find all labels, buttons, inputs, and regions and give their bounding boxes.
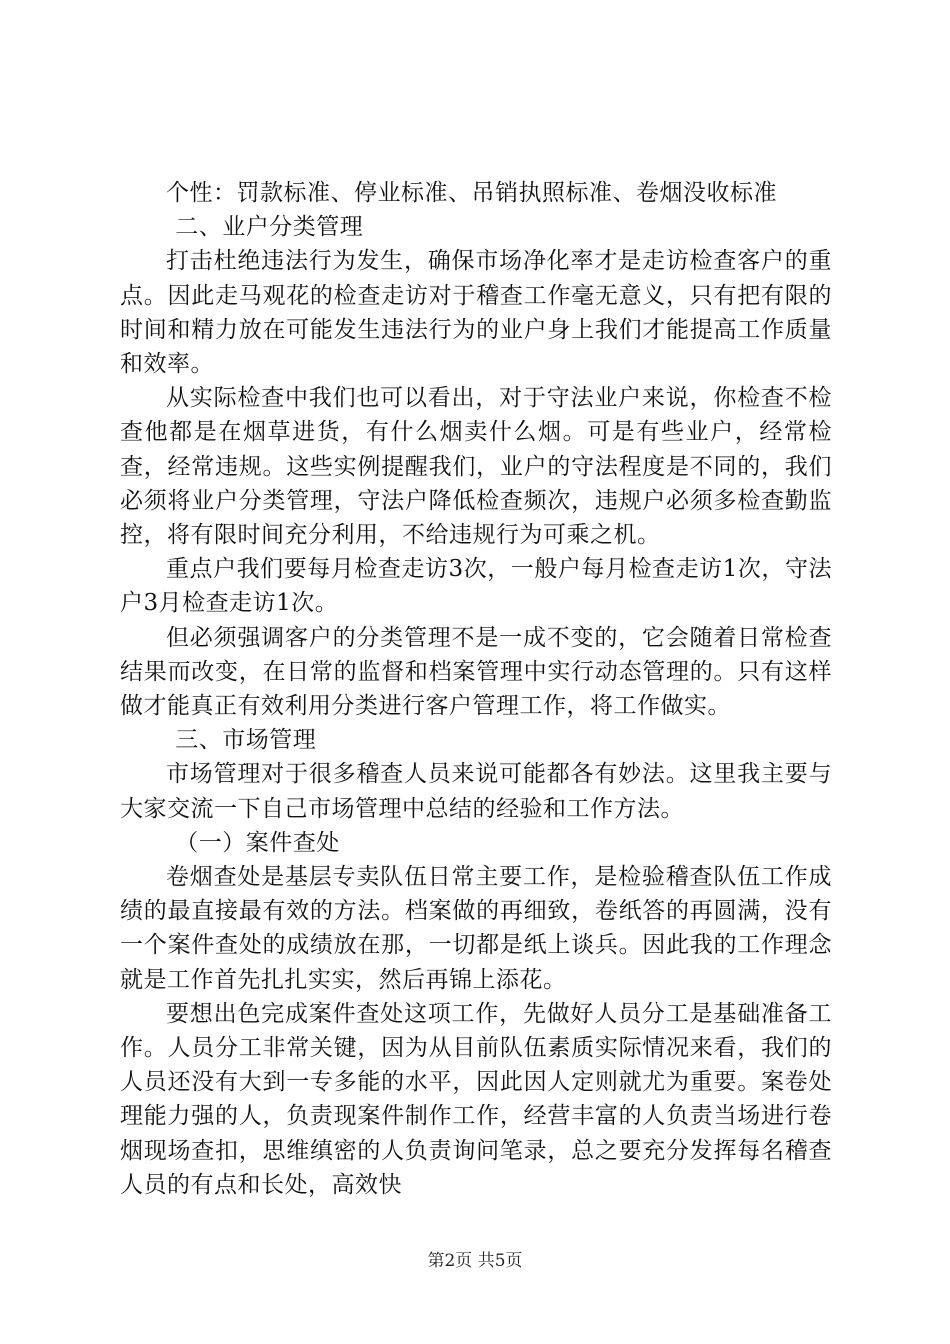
section-heading-market: 三、市场管理 [175, 727, 317, 754]
paragraph-dynamic-management: 但必须强调客户的分类管理不是一成不变的，它会随着日常检查结果而改变，在日常的监督和档案管理中实行动态管理的。只有这样做才能真正有效利用分类进行客户管理工作，将工作做实。 [120, 624, 832, 720]
paragraph-case-handling: 卷烟查处是基层专卖队伍日常主要工作，是检验稽查队伍工作成绩的最直接最有效的方法。档案做的再细致，卷纸答的再圆满，没有一个案件查处的成绩放在那，一切都是纸上谈兵。因此我的工作理念就是工作首先扎扎实实，然后再锦上添花。 [120, 864, 832, 993]
paragraph-staff-division: 要想出色完成案件查处这项工作，先做好人员分工是基础准备工作。人员分工非常关键，因为从目前队伍素质实际情况来看，我们的人员还没有大到一专多能的水平，因此因人定则就尤为重要。案卷处理能力强的人，负责现案件制作工作，经营丰富的人负责当场进行卷烟现场查扣，思维缜密的人负责询问笔录，总之要充分发挥每名稽查人员的有点和长处，高效快 [120, 1000, 832, 1198]
paragraph-inspection-observation: 从实际检查中我们也可以看出，对于守法业户来说，你检查不检查他都是在烟草进货，有什么烟卖什么烟。可是有些业户，经常检查，经常违规。这些实例提醒我们，业户的守法程度是不同的，我们必须将业户分类管理，守法户降低检查频次，违规户必须多检查勤监控，将有限时间充分利用，不给违规行为可乘之机。 [120, 385, 832, 549]
document-body [120, 176, 832, 1202]
paragraph-inspection-focus: 打击杜绝违法行为发生，确保市场净化率才是走访检查客户的重点。因此走马观花的检查走访对于稽查工作毫无意义，只有把有限的时间和精力放在可能发生违法行为的业户身上我们才能提高工作质量和效率。 [120, 248, 832, 378]
page-number-footer: 第2页 共5页 [427, 1251, 523, 1271]
section-heading-classification: 二、业户分类管理 [175, 214, 364, 241]
paragraph-market-intro: 市场管理对于很多稽查人员来说可能都各有妙法。这里我主要与大家交流一下自己市场管理中总结的经验和工作方法。 [120, 761, 832, 822]
paragraph-penalty-standards: 个性：罚款标准、停业标准、吊销执照标准、卷烟没收标准 [166, 180, 777, 206]
subsection-heading-cases: （一）案件查处 [175, 829, 340, 856]
paragraph-visit-frequency: 重点户我们要每月检查走访3次，一般户每月检查走访1次，守法户3月检查走访1次。 [120, 556, 832, 617]
